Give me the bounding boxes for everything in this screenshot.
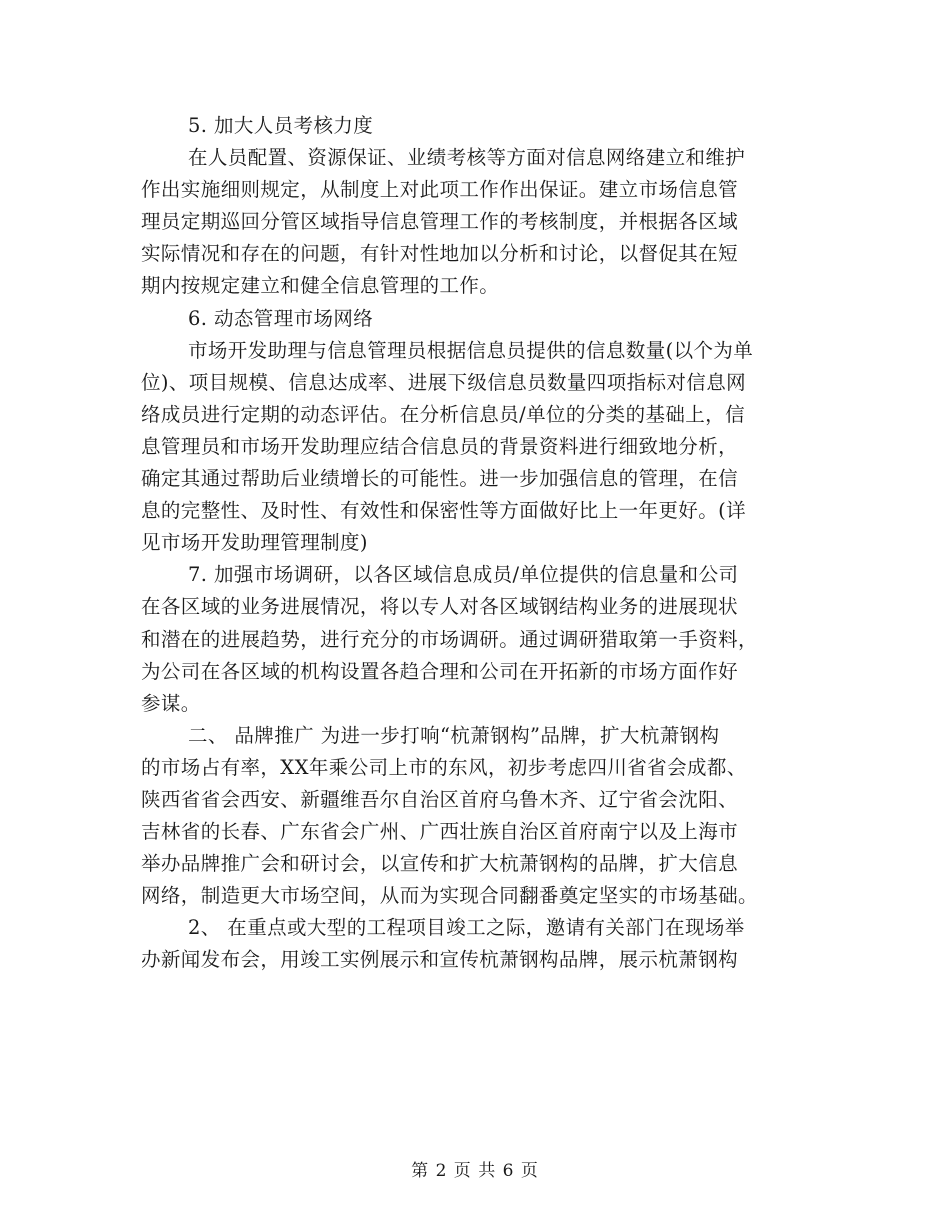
page-footer: 第 2 页 共 6 页 (411, 1161, 539, 1181)
text-line: 参谋。 (141, 691, 201, 715)
text-line: 和潜在的进展趋势，进行充分的市场调研。通过调研猎取第一手资料， (141, 627, 758, 651)
text-line: 在各区域的业务进展情况，将以专人对各区域钢结构业务的进展现状 (141, 595, 739, 619)
text-line: 期内按规定建立和健全信息管理的工作。 (141, 274, 500, 298)
paragraph-para-6 (141, 335, 806, 560)
text-line: 作出实施细则规定，从制度上对此项工作作出保证。建立市场信息管 (141, 178, 739, 202)
text-line: 陕西省省会西安、新疆维吾尔自治区首府乌鲁木齐、辽宁省会沈阳、 (141, 787, 739, 811)
text-line: 的市场占有率，XX年乘公司上市的东风，初步考虑四川省省会成都、 (141, 755, 747, 779)
paragraph-para-brand (141, 720, 806, 913)
text-line: 2、 在重点或大型的工程项目竣工之际，邀请有关部门在现场举 (188, 916, 745, 940)
document-body (141, 110, 806, 977)
text-line: 市场开发助理与信息管理员根据信息员提供的信息数量(以个为单 (188, 338, 754, 362)
text-line: 6. 动态管理市场网络 (188, 306, 374, 330)
text-line: 二、 品牌推广 为进一步打响“杭萧钢构”品牌，扩大杭萧钢构 (188, 723, 720, 747)
text-line: 位)、项目规模、信息达成率、进展下级信息员数量四项指标对信息网 (141, 370, 747, 394)
text-line: 网络，制造更大市场空间，从而为实现合同翻番奠定坚实的市场基础。 (141, 884, 758, 908)
text-line: 实际情况和存在的问题，有针对性地加以分析和讨论，以督促其在短 (141, 242, 739, 266)
text-line: 确定其通过帮助后业绩增长的可能性。进一步加强信息的管理，在信 (141, 467, 739, 491)
paragraph-heading-6 (141, 303, 806, 335)
text-line: 吉林省的长春、广东省会广州、广西壮族自治区首府南宁以及上海市 (141, 820, 739, 844)
text-line: 息的完整性、及时性、有效性和保密性等方面做好比上一年更好。(详 (141, 499, 747, 523)
text-line: 举办品牌推广会和研讨会，以宣传和扩大杭萧钢构的品牌，扩大信息 (141, 852, 739, 876)
text-line: 5. 加大人员考核力度 (188, 114, 374, 137)
paragraph-para-5 (141, 142, 806, 302)
text-line: 理员定期巡回分管区域指导信息管理工作的考核制度，并根据各区域 (141, 210, 739, 234)
text-line: 7. 加强市场调研，以各区域信息成员/单位提供的信息量和公司 (188, 563, 739, 587)
paragraph-heading-5 (141, 110, 806, 142)
paragraph-para-2 (141, 912, 806, 976)
text-line: 办新闻发布会，用竣工实例展示和宣传杭萧钢构品牌，展示杭萧钢构 (141, 948, 739, 972)
text-line: 在人员配置、资源保证、业绩考核等方面对信息网络建立和维护 (188, 146, 746, 170)
text-line: 见市场开发助理管理制度) (141, 531, 368, 555)
text-line: 为公司在各区域的机构设置各趋合理和公司在开拓新的市场方面作好 (141, 659, 739, 683)
paragraph-para-7 (141, 559, 806, 719)
text-line: 息管理员和市场开发助理应结合信息员的背景资料进行细致地分析， (141, 434, 739, 458)
text-line: 络成员进行定期的动态评估。在分析信息员/单位的分类的基础上，信 (141, 402, 745, 426)
